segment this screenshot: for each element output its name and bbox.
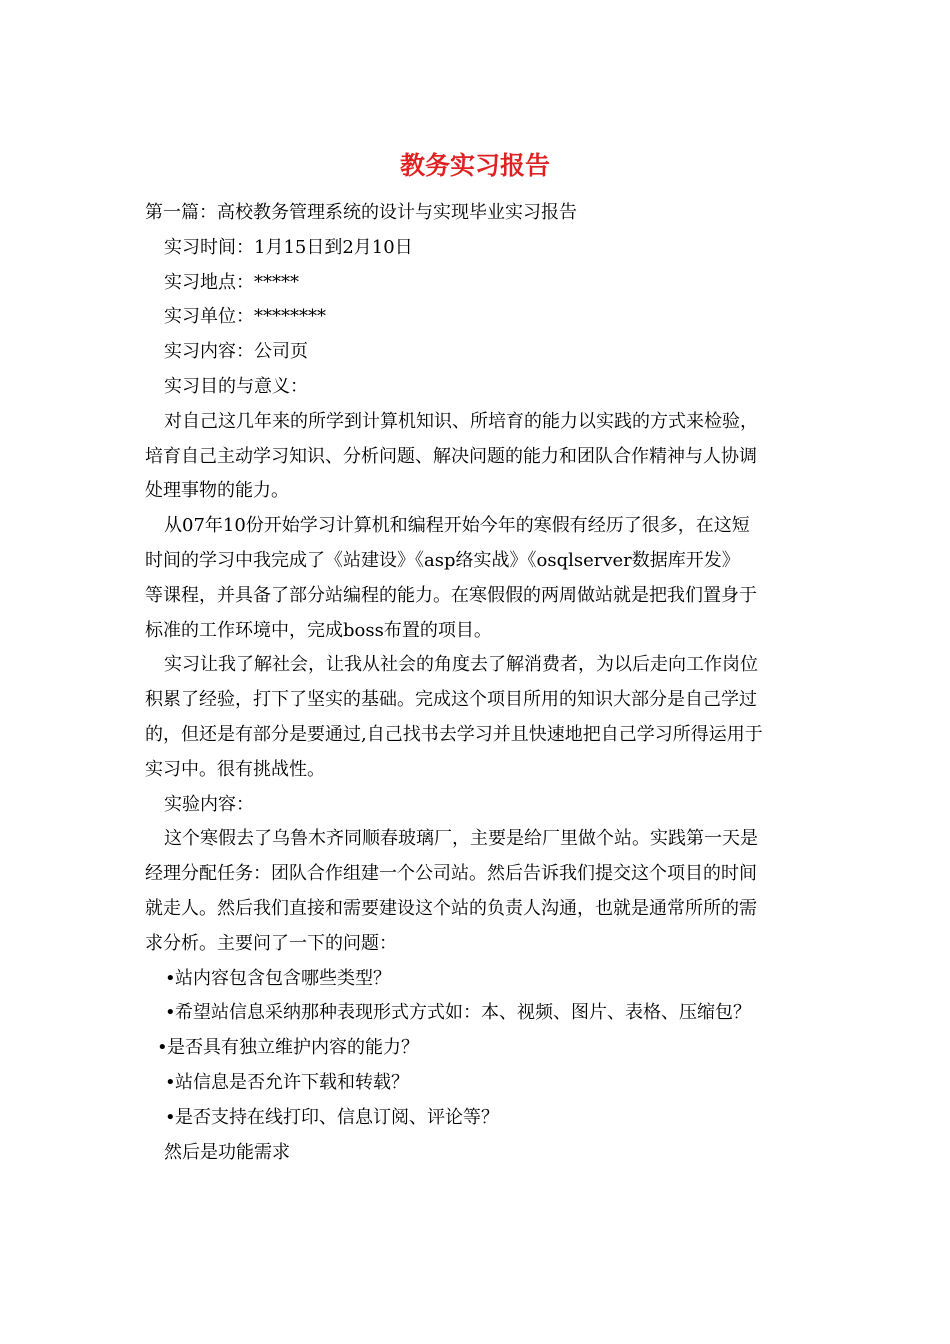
section-heading: 第一篇：高校教务管理系统的设计与实现毕业实习报告: [145, 202, 577, 223]
paragraph-line: 经理分配任务：团队合作组建一个公司站。然后告诉我们提交这个项目的时间: [145, 863, 757, 885]
paragraph-line: 积累了经验，打下了坚实的基础。完成这个项目所用的知识大部分是自己学过: [145, 689, 757, 711]
field-internship-content: 实习内容：公司页: [164, 341, 308, 363]
list-item: [145, 962, 810, 997]
paragraph-line: 实习中。很有挑战性。: [145, 758, 325, 780]
document-body: [145, 196, 810, 1170]
bullet-icon: •: [165, 1002, 176, 1024]
paragraph-line: 就走人。然后我们直接和需要建设这个站的负责人沟通，也就是通常所所的需: [145, 897, 757, 919]
paragraph-experience: [145, 648, 810, 787]
paragraph-line: 处理事物的能力。: [145, 480, 289, 502]
list-item-text: 站信息是否允许下载和转载？: [175, 1071, 409, 1093]
bullet-icon: •: [165, 1071, 176, 1093]
paragraph-line: 从07年10份开始学习计算机和编程开始今年的寒假有经历了很多，在这短: [164, 515, 750, 537]
paragraph-line: 这个寒假去了乌鲁木齐同顺春玻璃厂，主要是给厂里做个站。实践第一天是: [164, 828, 758, 850]
paragraph-line: 时间的学习中我完成了《站建设》《asp络实战》《osqlserver数据库开发》: [145, 549, 740, 571]
bullet-icon: •: [165, 1106, 176, 1128]
list-item-text: 是否具有独立维护内容的能力？: [167, 1037, 419, 1059]
paragraph-line: 的，但还是有部分是要通过,自己找书去学习并且快速地把自己学习所得运用于: [145, 723, 763, 745]
paragraph-line: 标准的工作环境中，完成boss布置的项目。: [145, 619, 492, 641]
paragraph-experiment: [145, 822, 810, 961]
paragraph-study: [145, 509, 810, 648]
list-item: [145, 996, 810, 1031]
list-item-text: 希望站信息采纳那种表现形式方式如：本、视频、图片、表格、压缩包？: [175, 1002, 751, 1024]
question-list: [145, 962, 810, 1136]
paragraph-line: 等课程，并具备了部分站编程的能力。在寒假假的两周做站就是把我们置身于: [145, 584, 757, 606]
list-item-text: 站内容包含包含哪些类型？: [175, 967, 391, 989]
experiment-label: 实验内容：: [164, 793, 254, 815]
field-internship-purpose: 实习目的与意义：: [164, 375, 308, 397]
paragraph-line: 求分析。主要问了一下的问题：: [145, 932, 397, 954]
paragraph-purpose: [145, 405, 810, 509]
list-item: [145, 1101, 810, 1136]
list-item: [145, 1066, 810, 1101]
field-internship-unit: 实习单位：********: [164, 306, 326, 328]
document-title: 教务实习报告: [399, 151, 550, 180]
paragraph-line: 培育自己主动学习知识、分析问题、解决问题的能力和团队合作精神与人协调: [145, 445, 757, 467]
list-item-text: 是否支持在线打印、信息订阅、评论等？: [175, 1106, 499, 1128]
bullet-icon: •: [165, 967, 176, 989]
paragraph-line: 对自己这几年来的所学到计算机知识、所培育的能力以实践的方式来检验，: [164, 410, 758, 432]
field-internship-location: 实习地点：*****: [164, 271, 299, 293]
field-internship-time: 实习时间：1月15日到2月10日: [164, 236, 413, 258]
paragraph-line: 实习让我了解社会，让我从社会的角度去了解消费者，为以后走向工作岗位: [164, 654, 758, 676]
closing-line: 然后是功能需求: [164, 1141, 290, 1163]
bullet-icon: •: [157, 1037, 168, 1059]
list-item: [145, 1031, 810, 1066]
